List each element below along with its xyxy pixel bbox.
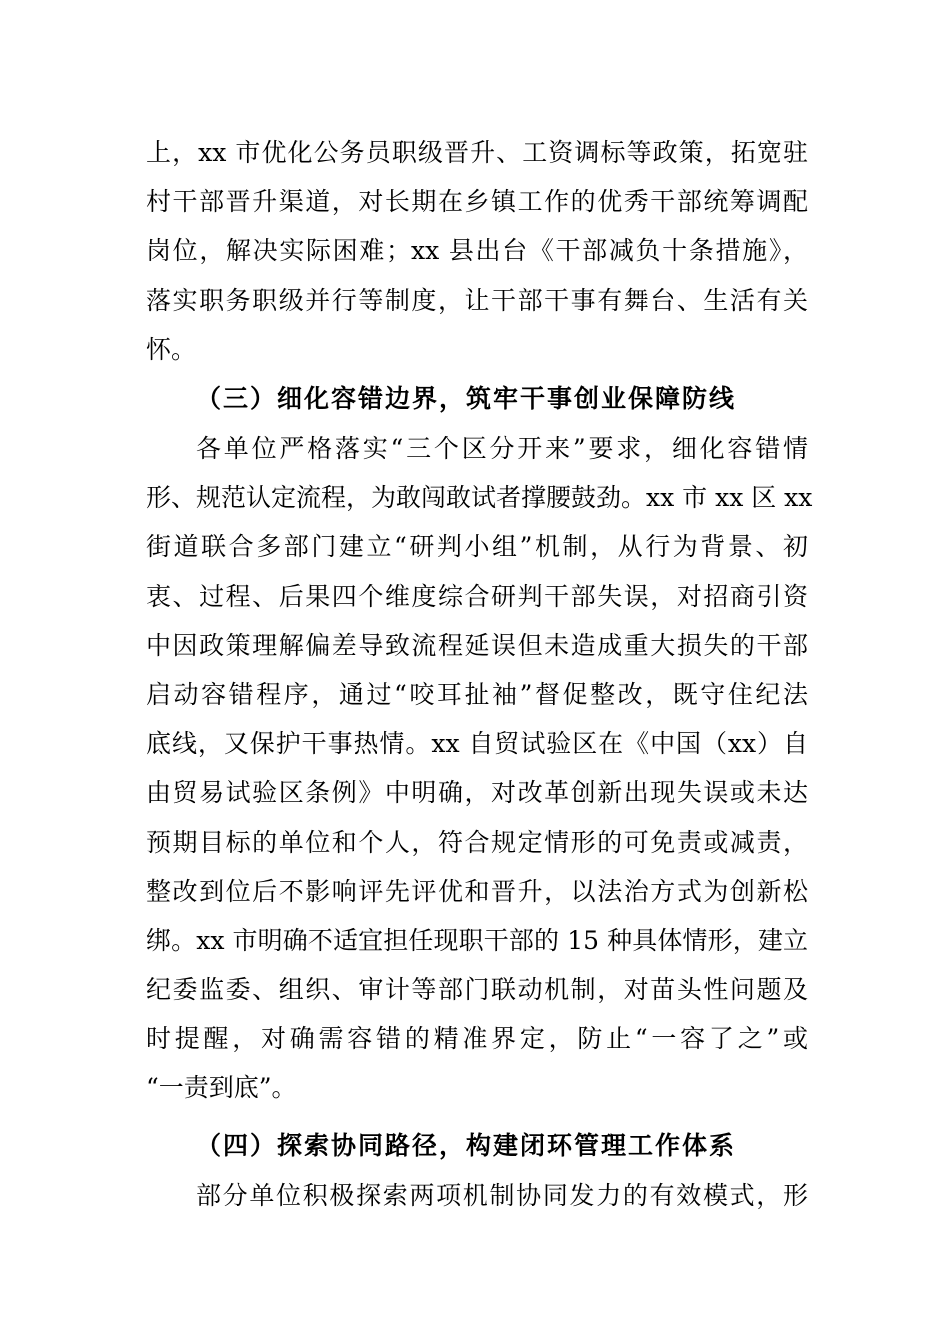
paragraph-line: 岗位，解决实际困难；xx 县出台《干部减负十条措施》， bbox=[146, 236, 808, 266]
paragraph-line: 整改到位后不影响评先评优和晋升，以法治方式为创新松 bbox=[146, 876, 808, 906]
section-heading: （三）细化容错边界，筑牢干事创业保障防线 bbox=[196, 384, 737, 413]
paragraph-line: 纪委监委、组织、审计等部门联动机制，对苗头性问题及 bbox=[146, 975, 808, 1005]
paragraph-line: 底线，又保护干事热情。xx 自贸试验区在《中国（xx）自 bbox=[146, 729, 808, 759]
paragraph-line: 绑。xx 市明确不适宜担任现职干部的 15 种具体情形，建立 bbox=[146, 925, 808, 955]
paragraph-line: 村干部晋升渠道，对长期在乡镇工作的优秀干部统筹调配 bbox=[146, 187, 808, 217]
section-heading-3-block bbox=[146, 374, 808, 423]
paragraph-1 bbox=[146, 128, 808, 374]
paragraph-line: 中因政策理解偏差导致流程延误但未造成重大损失的干部 bbox=[146, 630, 808, 660]
paragraph-line: 部分单位积极探索两项机制协同发力的有效模式，形 bbox=[196, 1181, 808, 1210]
paragraph-line: “一责到底”。 bbox=[146, 1073, 297, 1103]
paragraph-line: 衷、过程、后果四个维度综合研判干部失误，对招商引资 bbox=[146, 581, 808, 611]
paragraph-line: 落实职务职级并行等制度，让干部干事有舞台、生活有关 bbox=[146, 285, 808, 315]
section-heading: （四）探索协同路径，构建闭环管理工作体系 bbox=[196, 1131, 737, 1160]
paragraph-3 bbox=[146, 1171, 808, 1220]
paragraph-line: 上，xx 市优化公务员职级晋升、工资调标等政策，拓宽驻 bbox=[146, 138, 808, 167]
paragraph-line: 街道联合多部门建立“研判小组”机制，从行为背景、初 bbox=[146, 532, 808, 562]
paragraph-line: 启动容错程序，通过“咬耳扯袖”督促整改，既守住纪法 bbox=[146, 679, 808, 709]
paragraph-line: 怀。 bbox=[146, 334, 197, 364]
paragraph-line: 预期目标的单位和个人，符合规定情形的可免责或减责， bbox=[146, 827, 808, 857]
paragraph-line: 由贸易试验区条例》中明确，对改革创新出现失误或未达 bbox=[146, 778, 808, 808]
paragraph-line: 时提醒，对确需容错的精准界定，防止“一容了之”或 bbox=[146, 1024, 808, 1054]
paragraph-2 bbox=[146, 424, 813, 1113]
paragraph-line: 形、规范认定流程，为敢闯敢试者撑腰鼓劲。xx 市 xx 区 xx bbox=[146, 483, 813, 513]
paragraph-line: 各单位严格落实“三个区分开来”要求，细化容错情 bbox=[196, 434, 808, 463]
section-heading-4-block bbox=[146, 1121, 808, 1170]
